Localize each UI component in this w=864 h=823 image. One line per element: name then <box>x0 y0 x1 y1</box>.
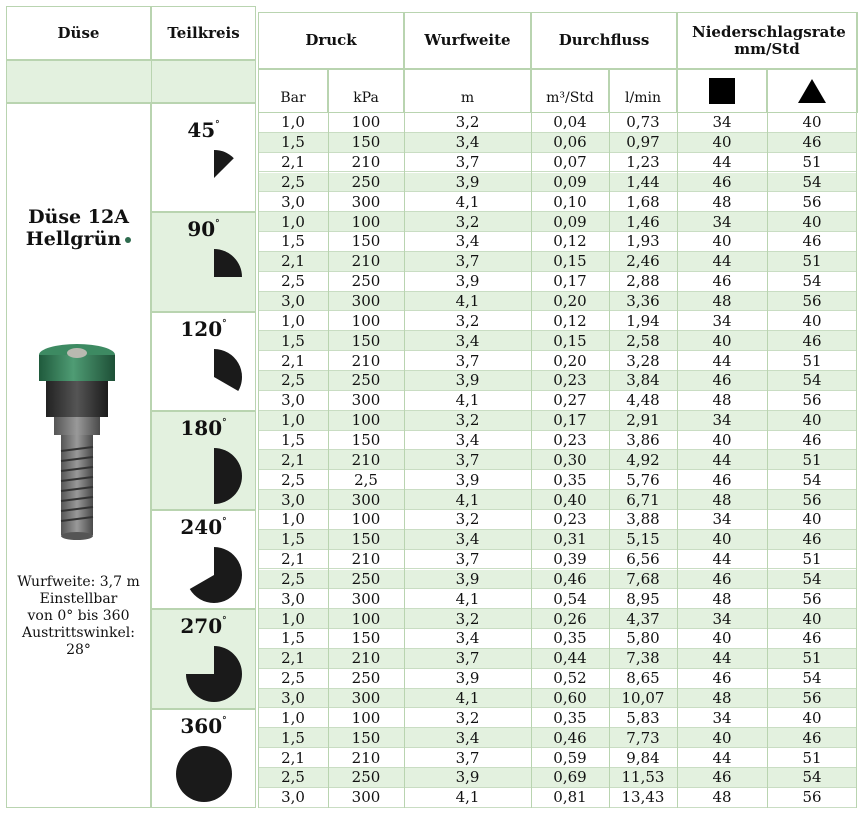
sector-270-icon <box>184 644 244 704</box>
table-cell: 40 <box>767 113 857 133</box>
table-cell: 0,09 <box>531 173 609 193</box>
table-cell: 3,36 <box>609 292 677 312</box>
table-cell: 54 <box>767 570 857 590</box>
table-cell: 0,46 <box>531 728 609 748</box>
table-cell: 1,0 <box>258 709 328 729</box>
teilkreis-cell-45 <box>151 103 256 212</box>
table-cell: 2,5 <box>328 470 404 490</box>
table-cell: 7,38 <box>609 649 677 669</box>
sector-90-icon <box>184 247 244 307</box>
table-cell: 48 <box>677 292 767 312</box>
table-cell: 56 <box>767 689 857 709</box>
table-cell: 34 <box>677 212 767 232</box>
table-cell: 2,1 <box>258 351 328 371</box>
table-cell: 3,9 <box>404 272 531 292</box>
table-cell: 2,5 <box>258 669 328 689</box>
table-cell: 3,9 <box>404 371 531 391</box>
table-cell: 2,1 <box>258 748 328 768</box>
table-cell: 2,1 <box>258 153 328 173</box>
table-cell: 1,68 <box>609 192 677 212</box>
table-cell: 54 <box>767 470 857 490</box>
data-table <box>258 113 857 808</box>
table-cell: 0,59 <box>531 748 609 768</box>
table-cell: 3,0 <box>258 689 328 709</box>
table-cell: 1,5 <box>258 431 328 451</box>
table-cell: 48 <box>677 391 767 411</box>
table-cell: 8,95 <box>609 589 677 609</box>
table-cell: 0,04 <box>531 113 609 133</box>
table-cell: 4,1 <box>404 788 531 808</box>
table-cell: 2,1 <box>258 450 328 470</box>
table-cell: 100 <box>328 510 404 530</box>
table-cell: 300 <box>328 490 404 510</box>
table-cell: 1,5 <box>258 530 328 550</box>
table-cell: 3,84 <box>609 371 677 391</box>
table-cell: 2,5 <box>258 371 328 391</box>
teilkreis-cell-120 <box>151 312 256 411</box>
nozzle-color-name: Hellgrün <box>25 228 122 250</box>
table-cell: 2,5 <box>258 272 328 292</box>
table-cell: 46 <box>767 530 857 550</box>
table-cell: 1,44 <box>609 173 677 193</box>
table-cell: 56 <box>767 589 857 609</box>
table-cell: 46 <box>677 768 767 788</box>
table-cell: 300 <box>328 192 404 212</box>
table-cell: 48 <box>677 192 767 212</box>
table-cell: 0,35 <box>531 470 609 490</box>
table-cell: 210 <box>328 748 404 768</box>
table-cell: 3,4 <box>404 629 531 649</box>
table-cell: 2,91 <box>609 411 677 431</box>
table-cell: 3,0 <box>258 788 328 808</box>
table-cell: 100 <box>328 411 404 431</box>
table-cell: 100 <box>328 609 404 629</box>
sector-120-icon <box>184 347 244 407</box>
table-cell: 1,93 <box>609 232 677 252</box>
table-cell: 3,9 <box>404 768 531 788</box>
table-cell: 4,1 <box>404 292 531 312</box>
table-cell: 48 <box>677 689 767 709</box>
unit-m3: m³/Std <box>531 69 609 113</box>
table-cell: 0,23 <box>531 431 609 451</box>
header-druck: Druck <box>258 12 404 69</box>
table-cell: 34 <box>677 312 767 332</box>
table-cell: 3,2 <box>404 709 531 729</box>
table-cell: 3,9 <box>404 470 531 490</box>
table-cell: 46 <box>677 173 767 193</box>
table-cell: 1,46 <box>609 212 677 232</box>
table-cell: 5,80 <box>609 629 677 649</box>
desc-angle: 28° <box>66 642 91 658</box>
table-cell: 300 <box>328 292 404 312</box>
table-cell: 150 <box>328 530 404 550</box>
table-cell: 5,83 <box>609 709 677 729</box>
table-cell: 250 <box>328 371 404 391</box>
table-cell: 10,07 <box>609 689 677 709</box>
table-cell: 0,31 <box>531 530 609 550</box>
table-cell: 0,17 <box>531 411 609 431</box>
triangle-icon <box>767 69 857 113</box>
table-cell: 56 <box>767 788 857 808</box>
sector-180-icon <box>184 446 244 506</box>
desc-austritt: Austrittswinkel: <box>22 625 135 641</box>
desc-wurfweite: Wurfweite: 3,7 m <box>17 574 140 590</box>
nozzle-title: Düse 12A <box>28 206 129 228</box>
table-cell: 0,97 <box>609 133 677 153</box>
table-cell: 3,4 <box>404 133 531 153</box>
teilkreis-cell-180 <box>151 411 256 510</box>
table-cell: 0,44 <box>531 649 609 669</box>
angle-label: 240° <box>180 515 227 539</box>
teilkreis-cell-270 <box>151 609 256 708</box>
table-cell: 48 <box>677 788 767 808</box>
angle-label: 270° <box>180 614 227 639</box>
unit-lmin: l/min <box>609 69 677 113</box>
table-cell: 3,7 <box>404 550 531 570</box>
table-cell: 3,2 <box>404 411 531 431</box>
table-cell: 2,5 <box>258 570 328 590</box>
table-cell: 0,35 <box>531 709 609 729</box>
table-cell: 40 <box>767 212 857 232</box>
angle-label: 360° <box>180 713 227 738</box>
table-cell: 46 <box>677 470 767 490</box>
table-cell: 4,37 <box>609 609 677 629</box>
table-cell: 1,94 <box>609 312 677 332</box>
table-cell: 4,1 <box>404 192 531 212</box>
table-cell: 150 <box>328 629 404 649</box>
table-cell: 100 <box>328 113 404 133</box>
table-cell: 1,5 <box>258 133 328 153</box>
table-cell: 0,81 <box>531 788 609 808</box>
header-duese: Düse <box>6 6 151 60</box>
table-cell: 3,88 <box>609 510 677 530</box>
table-cell: 210 <box>328 649 404 669</box>
table-cell: 3,4 <box>404 530 531 550</box>
teilkreis-cell-90 <box>151 212 256 311</box>
table-cell: 3,7 <box>404 351 531 371</box>
square-icon <box>677 69 767 113</box>
table-cell: 3,9 <box>404 669 531 689</box>
table-cell: 46 <box>767 232 857 252</box>
table-cell: 3,9 <box>404 173 531 193</box>
table-cell: 3,86 <box>609 431 677 451</box>
unit-kpa: kPa <box>328 69 404 113</box>
table-cell: 8,65 <box>609 669 677 689</box>
table-cell: 0,12 <box>531 312 609 332</box>
table-cell: 0,23 <box>531 510 609 530</box>
table-cell: 6,56 <box>609 550 677 570</box>
table-cell: 1,5 <box>258 728 328 748</box>
table-cell: 150 <box>328 431 404 451</box>
table-cell: 1,0 <box>258 113 328 133</box>
table-cell: 51 <box>767 450 857 470</box>
table-cell: 4,1 <box>404 391 531 411</box>
table-cell: 3,7 <box>404 153 531 173</box>
table-cell: 4,48 <box>609 391 677 411</box>
header-wurfweite: Wurfweite <box>404 12 531 69</box>
table-cell: 2,88 <box>609 272 677 292</box>
table-cell: 0,07 <box>531 153 609 173</box>
table-cell: 56 <box>767 391 857 411</box>
table-cell: 54 <box>767 272 857 292</box>
header-niederschlag: Niederschlagsrate mm/Std <box>677 12 857 69</box>
table-cell: 48 <box>677 490 767 510</box>
table-cell: 5,15 <box>609 530 677 550</box>
table-cell: 44 <box>677 450 767 470</box>
table-cell: 0,40 <box>531 490 609 510</box>
table-cell: 34 <box>677 113 767 133</box>
table-cell: 3,0 <box>258 589 328 609</box>
table-cell: 150 <box>328 728 404 748</box>
table-cell: 1,5 <box>258 232 328 252</box>
table-cell: 1,0 <box>258 312 328 332</box>
table-cell: 3,4 <box>404 232 531 252</box>
table-cell: 3,4 <box>404 331 531 351</box>
table-cell: 1,23 <box>609 153 677 173</box>
table-cell: 40 <box>767 609 857 629</box>
desc-einstellbar: Einstellbar <box>39 591 118 607</box>
table-cell: 11,53 <box>609 768 677 788</box>
table-cell: 2,5 <box>258 768 328 788</box>
table-cell: 44 <box>677 252 767 272</box>
table-cell: 34 <box>677 709 767 729</box>
table-cell: 100 <box>328 312 404 332</box>
desc-range: von 0° bis 360 <box>27 608 130 624</box>
table-cell: 300 <box>328 689 404 709</box>
table-cell: 2,58 <box>609 331 677 351</box>
table-cell: 46 <box>767 728 857 748</box>
table-cell: 2,1 <box>258 550 328 570</box>
table-cell: 1,0 <box>258 609 328 629</box>
table-cell: 46 <box>767 133 857 153</box>
table-cell: 0,26 <box>531 609 609 629</box>
table-cell: 34 <box>677 411 767 431</box>
table-cell: 3,4 <box>404 728 531 748</box>
color-dot-icon <box>125 237 131 243</box>
table-cell: 3,0 <box>258 292 328 312</box>
table-cell: 0,23 <box>531 371 609 391</box>
header-teilkreis: Teilkreis <box>151 6 256 60</box>
table-cell: 34 <box>677 510 767 530</box>
table-cell: 0,27 <box>531 391 609 411</box>
table-cell: 4,1 <box>404 589 531 609</box>
table-cell: 40 <box>677 331 767 351</box>
table-cell: 51 <box>767 153 857 173</box>
table-cell: 1,5 <box>258 331 328 351</box>
table-cell: 0,39 <box>531 550 609 570</box>
table-cell: 4,92 <box>609 450 677 470</box>
table-cell: 2,5 <box>258 470 328 490</box>
table-cell: 2,1 <box>258 252 328 272</box>
table-cell: 2,46 <box>609 252 677 272</box>
table-cell: 51 <box>767 550 857 570</box>
table-cell: 9,84 <box>609 748 677 768</box>
table-cell: 150 <box>328 331 404 351</box>
table-cell: 250 <box>328 570 404 590</box>
table-cell: 56 <box>767 192 857 212</box>
table-cell: 0,52 <box>531 669 609 689</box>
table-cell: 0,09 <box>531 212 609 232</box>
angle-label: 45° <box>187 118 220 142</box>
table-cell: 3,0 <box>258 192 328 212</box>
table-cell: 300 <box>328 589 404 609</box>
table-cell: 300 <box>328 788 404 808</box>
table-cell: 0,69 <box>531 768 609 788</box>
table-cell: 210 <box>328 450 404 470</box>
table-cell: 3,7 <box>404 252 531 272</box>
table-cell: 6,71 <box>609 490 677 510</box>
table-cell: 210 <box>328 153 404 173</box>
table-cell: 1,0 <box>258 212 328 232</box>
table-cell: 40 <box>677 629 767 649</box>
sector-240-icon <box>184 545 244 605</box>
table-cell: 0,54 <box>531 589 609 609</box>
table-cell: 46 <box>677 371 767 391</box>
table-cell: 3,2 <box>404 609 531 629</box>
teilkreis-cell-360 <box>151 709 256 808</box>
table-cell: 5,76 <box>609 470 677 490</box>
table-cell: 3,28 <box>609 351 677 371</box>
table-cell: 210 <box>328 351 404 371</box>
table-cell: 44 <box>677 649 767 669</box>
table-cell: 44 <box>677 153 767 173</box>
table-cell: 40 <box>767 312 857 332</box>
table-cell: 1,5 <box>258 629 328 649</box>
table-cell: 250 <box>328 669 404 689</box>
sector-360-icon <box>174 744 234 804</box>
table-cell: 51 <box>767 748 857 768</box>
table-cell: 46 <box>767 331 857 351</box>
table-cell: 0,20 <box>531 292 609 312</box>
table-cell: 54 <box>767 173 857 193</box>
table-cell: 100 <box>328 709 404 729</box>
header-durchfluss: Durchfluss <box>531 12 677 69</box>
table-cell: 0,60 <box>531 689 609 709</box>
table-cell: 3,2 <box>404 312 531 332</box>
table-cell: 0,17 <box>531 272 609 292</box>
table-cell: 3,2 <box>404 113 531 133</box>
nozzle-image <box>37 339 117 544</box>
table-cell: 0,15 <box>531 331 609 351</box>
table-cell: 0,73 <box>609 113 677 133</box>
table-cell: 4,1 <box>404 689 531 709</box>
table-cell: 0,46 <box>531 570 609 590</box>
angle-label: 120° <box>180 316 227 341</box>
table-cell: 40 <box>677 728 767 748</box>
table-cell: 7,73 <box>609 728 677 748</box>
unit-m: m <box>404 69 531 113</box>
table-cell: 150 <box>328 133 404 153</box>
table-cell: 51 <box>767 252 857 272</box>
table-cell: 250 <box>328 272 404 292</box>
table-cell: 3,7 <box>404 450 531 470</box>
table-cell: 46 <box>767 431 857 451</box>
table-cell: 0,35 <box>531 629 609 649</box>
table-cell: 3,0 <box>258 490 328 510</box>
table-cell: 40 <box>767 709 857 729</box>
table-cell: 54 <box>767 768 857 788</box>
table-cell: 0,12 <box>531 232 609 252</box>
table-cell: 210 <box>328 252 404 272</box>
table-cell: 51 <box>767 351 857 371</box>
table-cell: 51 <box>767 649 857 669</box>
header-band <box>6 60 256 103</box>
table-cell: 100 <box>328 212 404 232</box>
table-cell: 44 <box>677 550 767 570</box>
table-cell: 46 <box>767 629 857 649</box>
table-cell: 40 <box>767 411 857 431</box>
table-cell: 44 <box>677 351 767 371</box>
table-cell: 56 <box>767 292 857 312</box>
table-cell: 54 <box>767 669 857 689</box>
table-cell: 46 <box>677 272 767 292</box>
table-cell: 40 <box>767 510 857 530</box>
unit-bar: Bar <box>258 69 328 113</box>
table-cell: 40 <box>677 133 767 153</box>
table-cell: 3,9 <box>404 570 531 590</box>
table-cell: 3,7 <box>404 649 531 669</box>
table-cell: 13,43 <box>609 788 677 808</box>
teilkreis-column <box>151 103 256 808</box>
table-cell: 3,0 <box>258 391 328 411</box>
table-cell: 4,1 <box>404 490 531 510</box>
table-cell: 250 <box>328 173 404 193</box>
table-cell: 46 <box>677 669 767 689</box>
table-cell: 44 <box>677 748 767 768</box>
table-cell: 40 <box>677 431 767 451</box>
table-cell: 150 <box>328 232 404 252</box>
angle-label: 180° <box>180 415 227 440</box>
table-cell: 0,10 <box>531 192 609 212</box>
table-cell: 34 <box>677 609 767 629</box>
table-cell: 3,2 <box>404 212 531 232</box>
table-cell: 0,20 <box>531 351 609 371</box>
table-cell: 40 <box>677 530 767 550</box>
nozzle-panel <box>6 103 151 808</box>
table-cell: 54 <box>767 371 857 391</box>
table-cell: 300 <box>328 391 404 411</box>
table-cell: 2,1 <box>258 649 328 669</box>
table-cell: 3,7 <box>404 748 531 768</box>
table-cell: 0,15 <box>531 252 609 272</box>
table-cell: 250 <box>328 768 404 788</box>
table-cell: 48 <box>677 589 767 609</box>
table-cell: 1,0 <box>258 510 328 530</box>
sector-45-icon <box>184 148 244 208</box>
table-cell: 3,4 <box>404 431 531 451</box>
table-cell: 7,68 <box>609 570 677 590</box>
table-cell: 0,06 <box>531 133 609 153</box>
table-cell: 210 <box>328 550 404 570</box>
angle-label: 90° <box>187 217 220 242</box>
table-cell: 46 <box>677 570 767 590</box>
table-cell: 1,0 <box>258 411 328 431</box>
table-cell: 56 <box>767 490 857 510</box>
teilkreis-cell-240 <box>151 510 256 609</box>
table-cell: 40 <box>677 232 767 252</box>
table-cell: 2,5 <box>258 173 328 193</box>
table-cell: 0,30 <box>531 450 609 470</box>
table-cell: 3,2 <box>404 510 531 530</box>
